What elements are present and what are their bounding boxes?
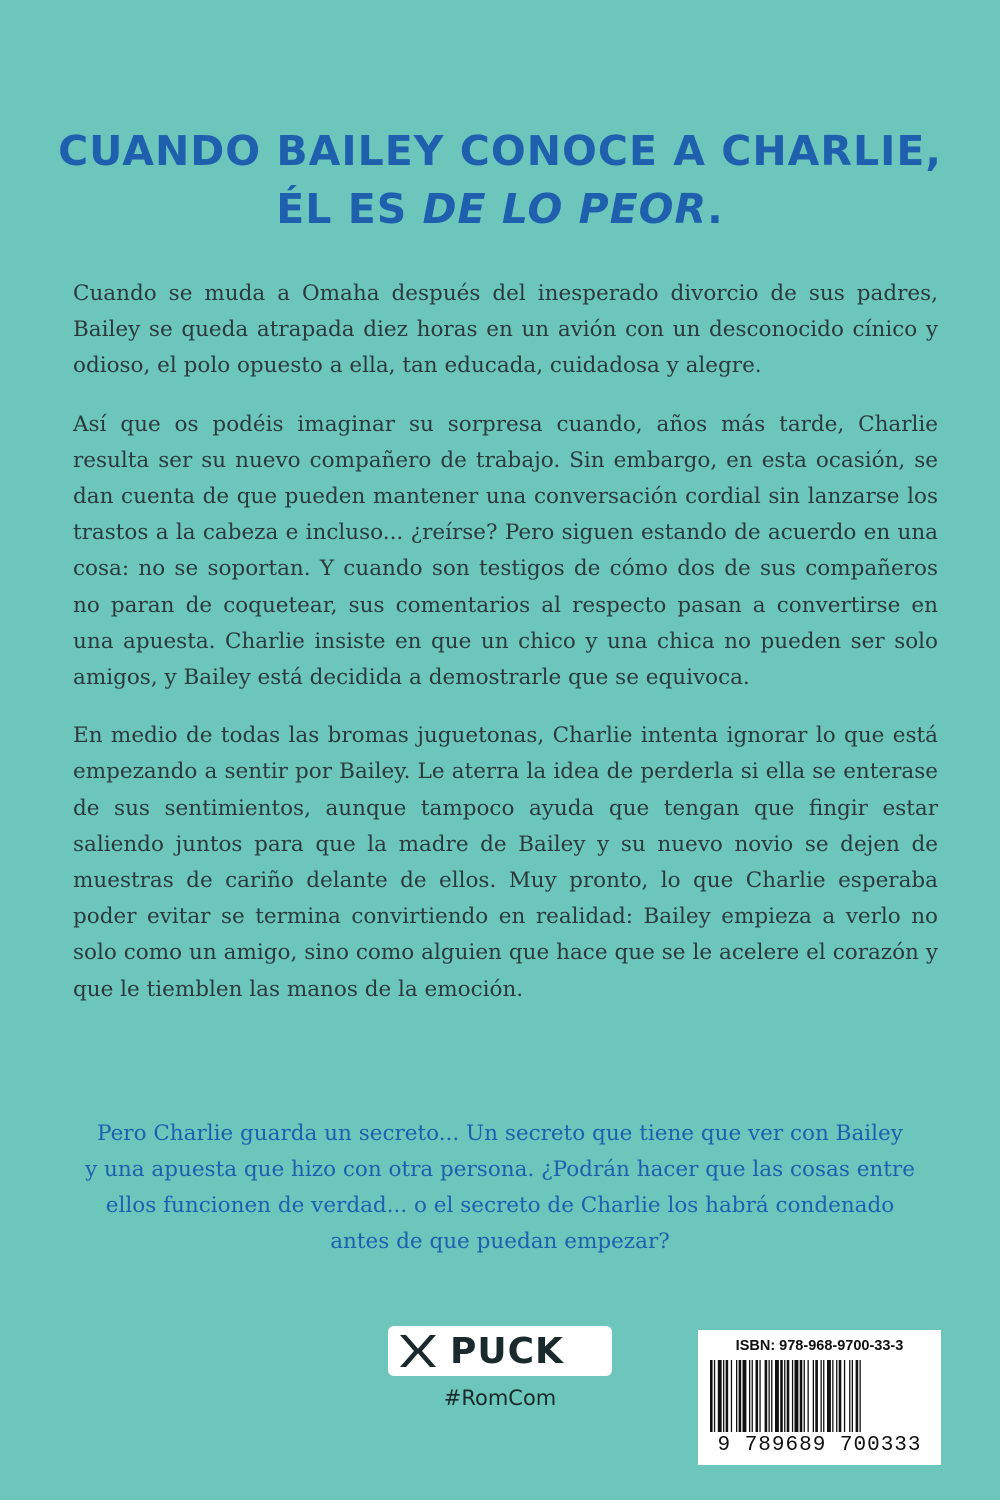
publisher-logo [388,1326,612,1376]
synopsis-paragraph-1: Cuando se muda a Omaha después del inesperado divorcio de sus padres, Bailey se queda atrapada diez horas en un avión con un desconocido cínico y odioso, el polo opuesto a ella, tan educada, cuidadosa y alegre. [73,281,938,379]
headline-line-2 [0,180,1000,238]
synopsis-paragraph-2: Así que os podéis imaginar su sorpresa cuando, años más tarde, Charlie resulta ser su nuevo compañero de trabajo. Sin embargo, en esta ocasión, se dan cuenta de que pueden mantener una conversación cordial sin lanzarse los trastos a la cabeza e incluso... ¿reírse? Pero siguen estando de acuerdo en una cosa: no se soportan. Y cuando son testigos de cómo dos de sus compañeros no paran de coquetear, sus comentarios al respecto pasan a convertirse en una apuesta. Charlie insiste en que un chico y una chica no pueden ser solo amigos, y Bailey está decidida a demostrarle que se equivoca. [73,411,938,691]
headline-line-1: CUANDO BAILEY CONOCE A CHARLIE, [58,127,942,175]
synopsis-paragraph-3: En medio de todas las bromas juguetonas, Charlie intenta ignorar lo que está empezando a sentir por Bailey. Le aterra la idea de perderla si ella se enterase de sus sentimientos, aunque tampoco ayuda que tengan que fingir estar saliendo juntos para que la madre de Bailey y su nuevo novio se dejen de muestras de cariño delante de ellos. Muy pronto, lo que Charlie esperaba poder evitar se termina convirtiendo en realidad: Bailey empieza a verlo no solo como un amigo, sino como alguien que hace que se le acelere el corazón y que le tiemblen las manos de la emoción. [73,723,938,1002]
cover-headline [0,122,1000,238]
synopsis [73,276,938,1030]
barcode-number: 9 789689 700333 [717,1434,922,1457]
headline-line-2-end: . [707,185,724,233]
headline-emphasis: DE LO PEOR [422,185,708,233]
teaser-line-1: Pero Charlie guarda un secreto... Un secreto que tiene que ver con Bailey [97,1121,903,1146]
headline-line-2-start: ÉL ES [276,185,423,233]
teaser [60,1116,940,1260]
puck-x-icon [398,1333,438,1369]
barcode-panel [698,1330,941,1465]
teaser-line-4: antes de que puedan empezar? [330,1229,670,1254]
barcode-bars [708,1360,931,1432]
teaser-line-2: y una apuesta que hizo con otra persona. ¿Podrán hacer que las cosas entre [85,1157,915,1182]
isbn-label: ISBN: 978-968-9700-33-3 [735,1338,904,1354]
teaser-line-3: ellos funcionen de verdad... o el secreto de Charlie los habrá condenado [105,1193,895,1218]
publisher-name: PUCK [450,1330,564,1372]
genre-hashtag: #RomCom [443,1386,557,1410]
